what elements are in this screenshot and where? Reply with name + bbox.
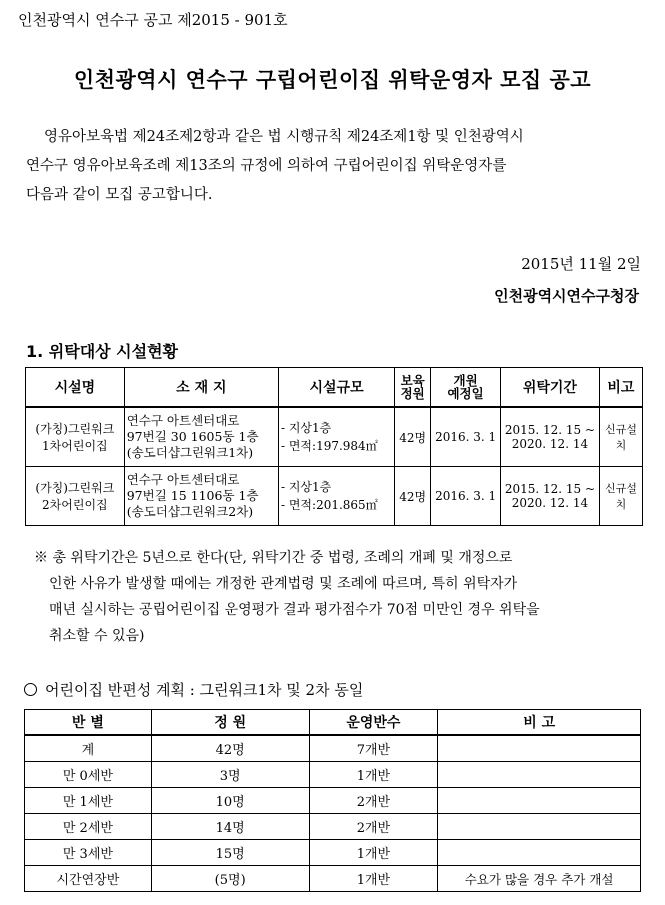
facility-remark: 신규설치 (599, 467, 642, 526)
class-count: 1개반 (309, 762, 438, 788)
header-class: 반 별 (25, 710, 152, 736)
table-row (25, 866, 641, 892)
facility-scale: - 지상1층 - 면적:201.865㎡ (278, 467, 394, 526)
table-row (26, 467, 643, 526)
table-row (25, 762, 641, 788)
notice-number: 인천광역시 연수구 공고 제2015 - 901호 (18, 11, 288, 29)
facility-scale: - 지상1층 - 면적:197.984㎡ (278, 407, 394, 467)
class-name: 계 (25, 735, 152, 762)
page-title: 인천광역시 연수구 구립어린이집 위탁운영자 모집 공고 (73, 68, 592, 92)
table-row (25, 814, 641, 840)
facility-name: (가칭)그린워크 2차어린이집 (26, 467, 125, 526)
class-remark (438, 840, 641, 866)
class-remark (438, 814, 641, 840)
facility-address: 연수구 아트센터대로 97번길 15 1106동 1층 (송도더샵그린워크2차) (124, 467, 278, 526)
class-name: 만 3세반 (25, 840, 152, 866)
class-remark (438, 762, 641, 788)
table-row (26, 407, 643, 467)
header-name: 시설명 (26, 368, 125, 408)
circle-bullet-icon (24, 683, 37, 696)
facility-name: (가칭)그린워크 1차어린이집 (26, 407, 125, 467)
table-header-row (25, 710, 641, 736)
facility-period: 2015. 12. 15 ~ 2020. 12. 14 (501, 467, 600, 526)
intro-line: 연수구 영유아보육조례 제13조의 규정에 의하여 구립어린이집 위탁운영자를 (26, 158, 507, 174)
notice-date: 2015년 11월 2일 (521, 255, 641, 273)
class-plan-table (24, 709, 641, 892)
class-count: 7개반 (309, 735, 438, 762)
section-heading: 1. 위탁대상 시설현황 (26, 342, 178, 361)
facility-address: 연수구 아트센터대로 97번길 30 1605동 1층 (송도더샵그린워크1차) (124, 407, 278, 467)
header-scale: 시설규모 (278, 368, 394, 408)
signer: 인천광역시연수구청장 (494, 287, 639, 305)
class-capacity: (5명) (151, 866, 309, 892)
note-line: 인한 사유가 발생할 때에는 개정한 관계법령 및 조례에 따르며, 특히 위탁자가 (49, 576, 518, 592)
class-count: 2개반 (309, 788, 438, 814)
class-count: 2개반 (309, 814, 438, 840)
header-capacity: 정 원 (151, 710, 309, 736)
note-line: 취소할 수 있음) (49, 628, 145, 644)
class-name: 시간연장반 (25, 866, 152, 892)
facility-table (25, 367, 643, 526)
class-count: 1개반 (309, 840, 438, 866)
note-line: ※ 총 위탁기간은 5년으로 한다(단, 위탁기간 중 법령, 조례의 개폐 및 개정으로 (34, 550, 513, 566)
class-remark (438, 735, 641, 762)
intro-line: 영유아보육법 제24조제2항과 같은 법 시행규칙 제24조제1항 및 인천광역시 (44, 129, 524, 145)
class-capacity: 3명 (151, 762, 309, 788)
header-open-date: 개원 예정일 (431, 368, 501, 408)
table-header-row (26, 368, 643, 408)
period-note (34, 545, 652, 649)
facility-open-date: 2016. 3. 1 (431, 467, 501, 526)
note-line: 매년 실시하는 공립어린이집 운영평가 결과 평가점수가 70점 미만인 경우 위탁을 (49, 602, 540, 618)
class-count: 1개반 (309, 866, 438, 892)
facility-open-date: 2016. 3. 1 (431, 407, 501, 467)
class-name: 만 1세반 (25, 788, 152, 814)
header-count: 운영반수 (309, 710, 438, 736)
class-capacity: 14명 (151, 814, 309, 840)
table-row (25, 735, 641, 762)
header-period: 위탁기간 (501, 368, 600, 408)
facility-capacity: 42명 (395, 407, 431, 467)
class-capacity: 15명 (151, 840, 309, 866)
table-row (25, 788, 641, 814)
table-row (25, 840, 641, 866)
class-name: 만 2세반 (25, 814, 152, 840)
intro-line: 다음과 같이 모집 공고합니다. (26, 187, 213, 203)
class-capacity: 10명 (151, 788, 309, 814)
facility-remark: 신규설치 (599, 407, 642, 467)
class-remark: 수요가 많을 경우 추가 개설 (438, 866, 641, 892)
header-remark: 비 고 (438, 710, 641, 736)
class-capacity: 42명 (151, 735, 309, 762)
class-remark (438, 788, 641, 814)
intro-paragraph (26, 123, 648, 210)
facility-period: 2015. 12. 15 ~ 2020. 12. 14 (501, 407, 600, 467)
class-plan-heading (24, 679, 363, 700)
header-capacity: 보육 정원 (395, 368, 431, 408)
facility-capacity: 42명 (395, 467, 431, 526)
class-plan-heading-text: 어린이집 반편성 계획 : 그린워크1차 및 2차 동일 (45, 681, 364, 699)
header-address: 소 재 지 (124, 368, 278, 408)
header-remark: 비고 (599, 368, 642, 408)
class-name: 만 0세반 (25, 762, 152, 788)
